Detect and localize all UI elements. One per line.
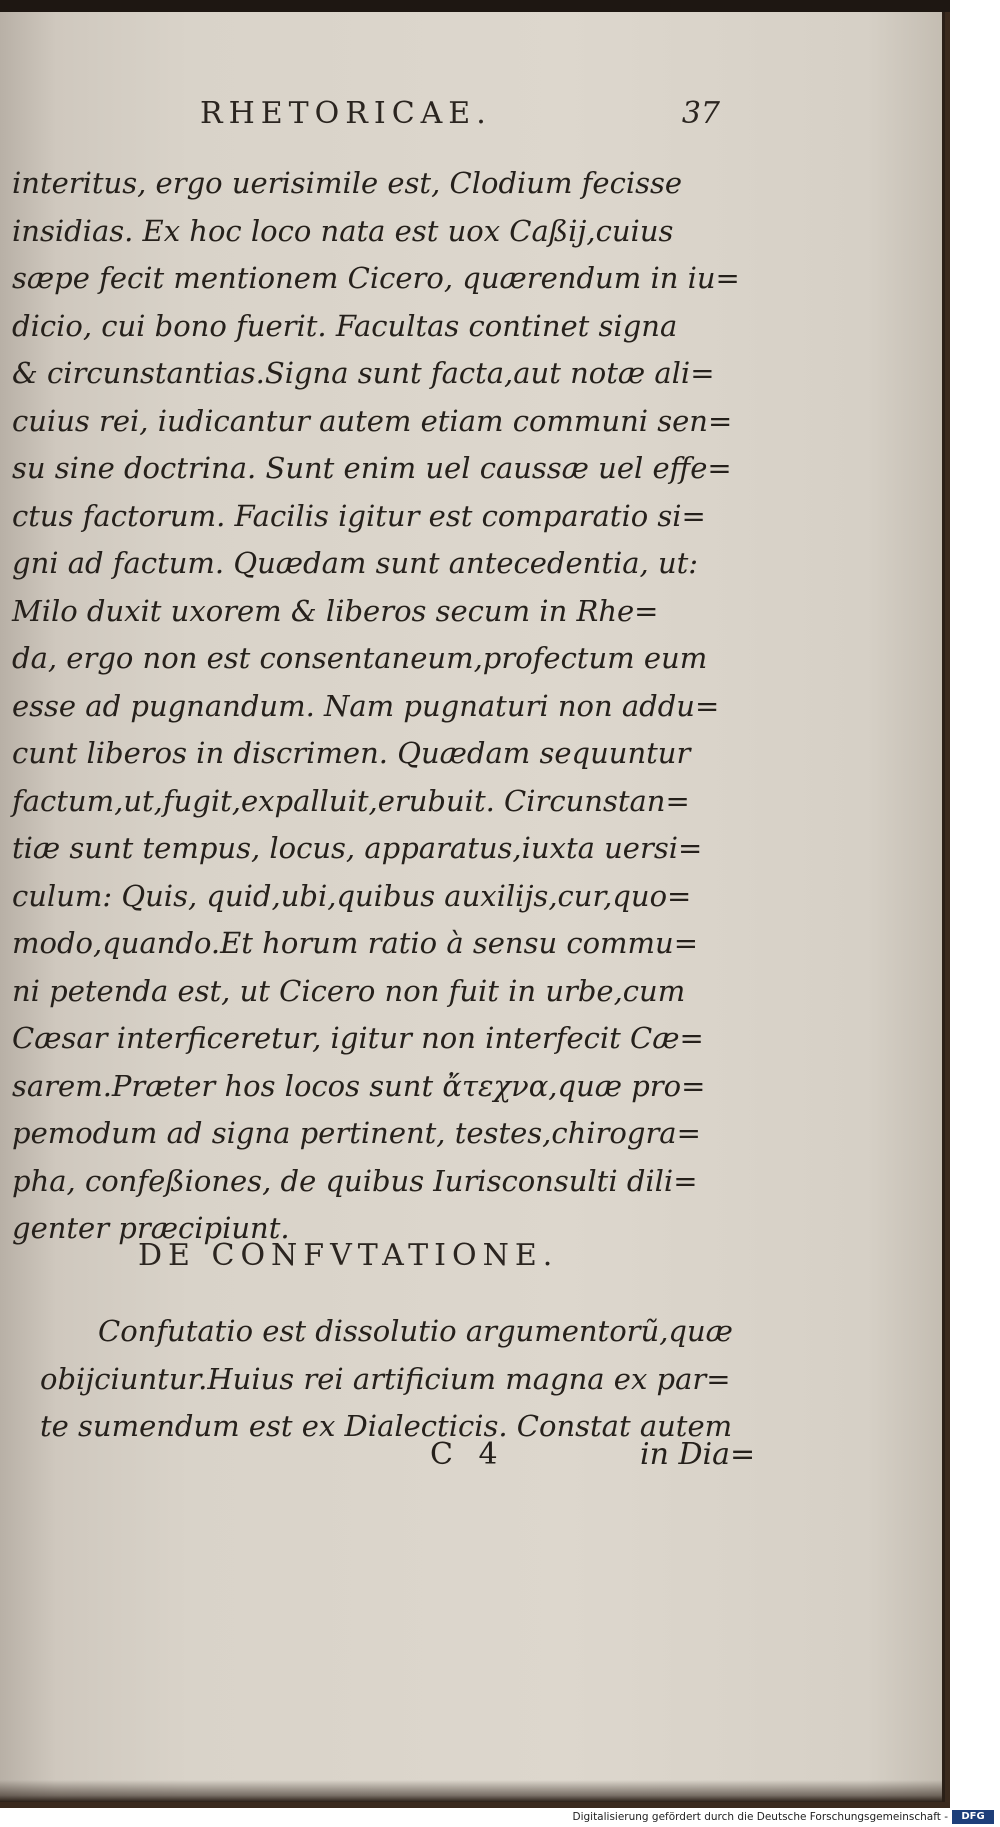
digitization-footer: [0, 1808, 1000, 1827]
text-line: gni ad factum. Quædam sunt antecedentia, ut:: [12, 546, 699, 580]
running-title: RHETORICAE.: [200, 96, 492, 131]
page-number: 37: [681, 96, 720, 131]
section-heading: DE CONFVTATIONE.: [138, 1238, 559, 1273]
text-line: factum,ut,fugit,expalluit,erubuit. Circunstan=: [12, 783, 690, 818]
section-paragraph: [40, 1308, 760, 1451]
page-signature-row: [0, 1437, 760, 1481]
text-line: esse ad pugnandum. Nam pugnaturi non addu=: [12, 688, 720, 723]
text-line: da, ergo non est consentaneum,profectum eum: [12, 641, 708, 675]
signature-mark: C 4: [430, 1437, 506, 1472]
text-line: ni petenda est, ut Cicero non fuit in urbe,cum: [12, 973, 686, 1008]
text-line: su sine doctrina. Sunt enim uel caussæ uel effe=: [12, 451, 732, 485]
text-line: modo,quando.Et horum ratio à sensu commu=: [12, 926, 699, 960]
text-line: cuius rei, iudicantur autem etiam communi sen=: [12, 403, 733, 438]
text-line: cunt liberos in discrimen. Quædam sequuntur: [12, 736, 691, 770]
text-line: & circunstantias.Signa sunt facta,aut notæ ali=: [12, 356, 715, 390]
dfg-logo: DFG: [952, 1810, 994, 1824]
page-header: [200, 96, 720, 142]
body-paragraph: [12, 160, 757, 1253]
catchword: in Dia=: [640, 1437, 756, 1472]
text-line: Cæsar interficeretur, igitur non interfecit Cæ=: [12, 1021, 704, 1055]
book-page: [0, 12, 945, 1802]
text-line: sæpe fecit mentionem Cicero, quærendum in iu=: [12, 261, 740, 295]
funding-credit: Digitalisierung gefördert durch die Deutsche Forschungsgemeinschaft -: [572, 1811, 948, 1823]
text-line: Milo duxit uxorem & liberos secum in Rhe=: [12, 593, 659, 628]
text-line: insidias. Ex hoc loco nata est uox Caßij,cuius: [12, 213, 674, 248]
text-line: genter præcipiunt.: [12, 1211, 290, 1245]
page-bottom-shadow: [0, 1780, 942, 1802]
text-line: pemodum ad signa pertinent, testes,chirogra=: [12, 1116, 701, 1150]
text-line: culum: Quis, quid,ubi,quibus auxilijs,cur,quo=: [12, 878, 692, 913]
text-line: pha, confeßiones, de quibus Iurisconsulti dili=: [12, 1163, 698, 1198]
text-line: tiæ sunt tempus, locus, apparatus,iuxta uersi=: [12, 831, 703, 865]
text-line: te sumendum est ex Dialecticis. Constat autem: [40, 1409, 733, 1443]
text-line: ctus factorum. Facilis igitur est comparatio si=: [12, 498, 706, 533]
text-line: Confutatio est dissolutio argumentorũ,quæ: [98, 1314, 733, 1348]
scan-top-edge: [0, 0, 950, 12]
text-line: obijciuntur.Huius rei artificium magna ex par=: [40, 1361, 731, 1396]
text-line: dicio, cui bono fuerit. Facultas continet signa: [12, 308, 678, 343]
text-line: sarem.Præter hos locos sunt ἄτεχνα,quæ pro=: [12, 1068, 706, 1103]
text-line: interitus, ergo uerisimile est, Clodium fecisse: [12, 166, 683, 200]
